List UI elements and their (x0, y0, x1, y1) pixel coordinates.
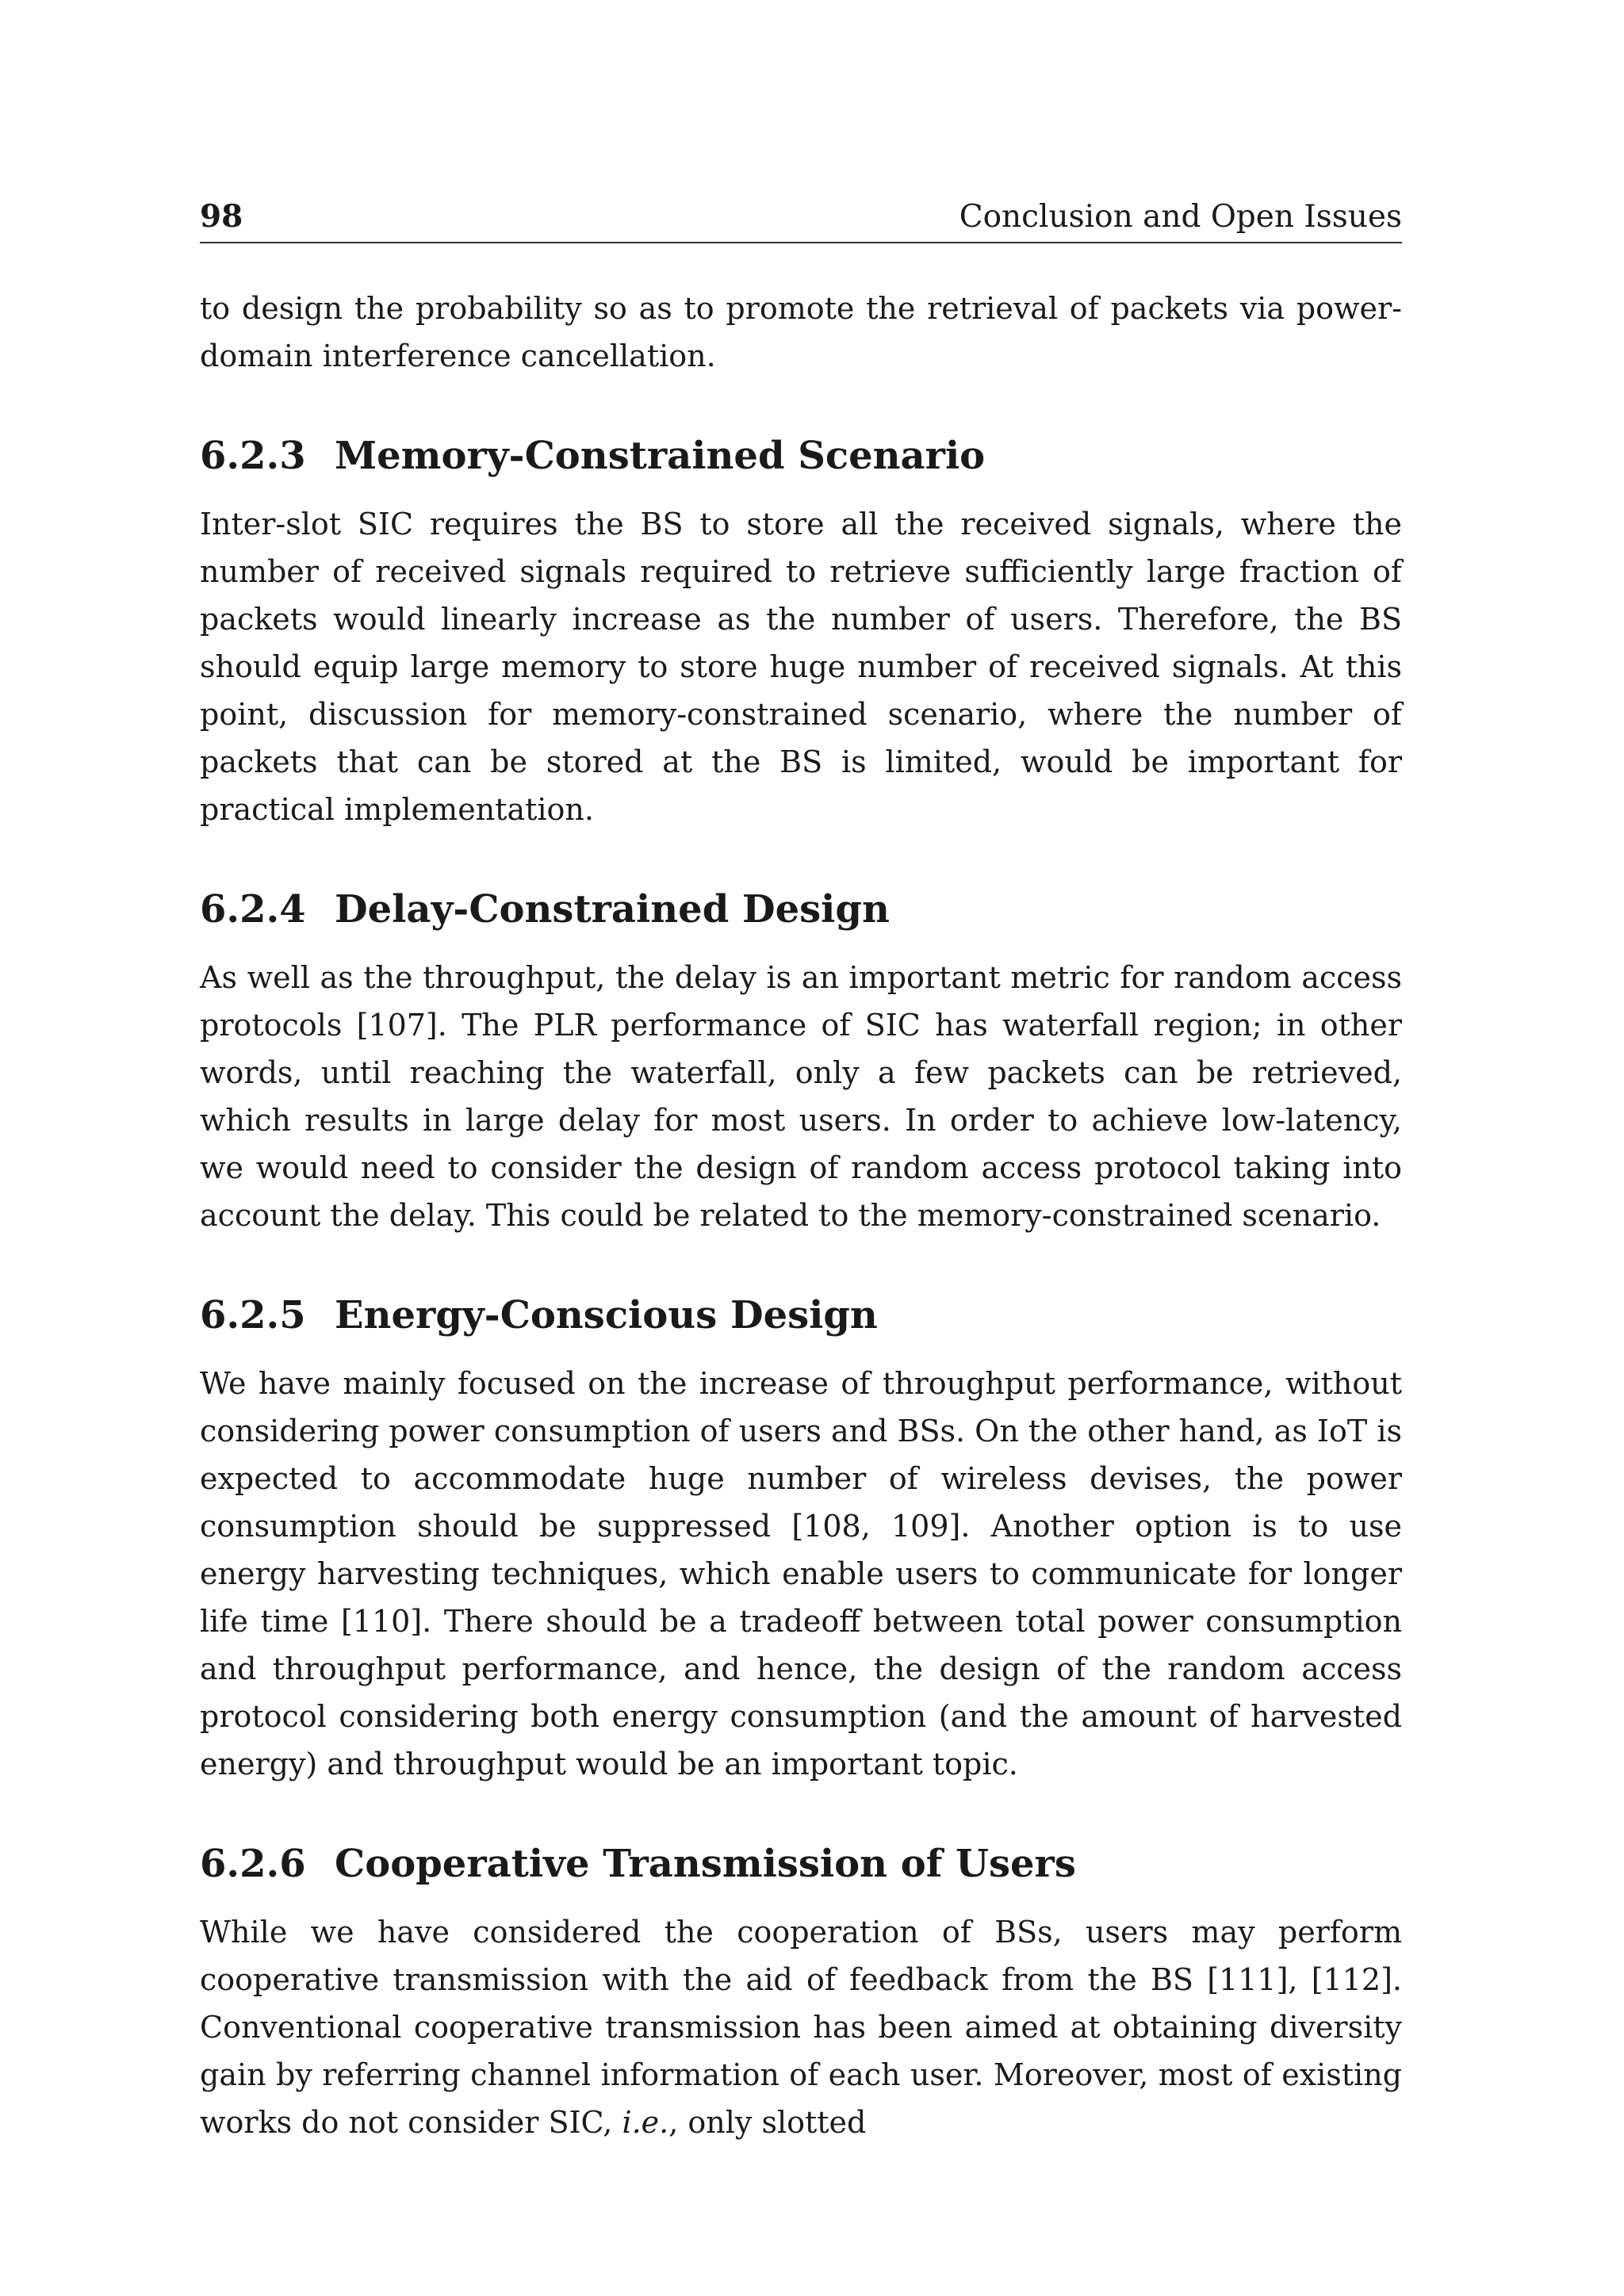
section-body-6-2-3: Inter-slot SIC requires the BS to store all the received signals, where the number of received signals required to retrieve sufficiently large fraction of packets would linearly increase as the number of users. Therefore, the BS should equip large memory to store huge number of received signals. At this point, discussion for memory-constrained scenario, where the number of packets that can be stored at the BS is limited, would be important for practical implementation. (200, 507, 1402, 827)
section-heading-6-2-4 (200, 886, 1402, 933)
section-body-6-2-4: As well as the throughput, the delay is an important metric for random access protocols [107]. The PLR performance of SIC has waterfall region; in other words, until reaching the waterfall, only a few packets can be retrieved, which results in large delay for most users. In order to achieve low-latency, we would need to consider the design of random access protocol taking into account the delay. This could be related to the memory-constrained scenario. (200, 960, 1402, 1233)
page-number: 98 (200, 198, 243, 235)
section-body-6-2-6 (200, 1908, 1402, 2146)
body-text-tail: , only slotted (668, 2105, 867, 2140)
section-heading-6-2-3 (200, 432, 1402, 480)
section-number: 6.2.6 (200, 1842, 306, 1886)
section-title: Memory-Constrained Scenario (335, 434, 986, 478)
section-heading-6-2-5 (200, 1292, 1402, 1339)
section-number: 6.2.5 (200, 1293, 306, 1337)
italic-abbreviation: i.e. (622, 2105, 669, 2140)
section-title: Cooperative Transmission of Users (335, 1842, 1076, 1886)
lead-paragraph: to design the probability so as to promote the retrieval of packets via power-domain interference cancellation. (200, 291, 1402, 373)
body-text: While we have considered the cooperation of BSs, users may perform cooperative transmission with the aid of feedback from the BS [111], [112]. Conventional cooperative transmission has been aimed at obtaining diversity gain by referring channel information of each user. Moreover, most of existing works do not consider SIC, (200, 1915, 1402, 2140)
document-page (200, 198, 1402, 2146)
chapter-title: Conclusion and Open Issues (959, 199, 1402, 235)
running-header (200, 198, 1402, 243)
section-number: 6.2.3 (200, 434, 306, 478)
section-title: Energy-Conscious Design (335, 1293, 878, 1337)
section-heading-6-2-6 (200, 1840, 1402, 1888)
section-number: 6.2.4 (200, 887, 306, 932)
section-body-6-2-5: We have mainly focused on the increase of throughput performance, without considering power consumption of users and BSs. On the other hand, as IoT is expected to accommodate huge number of wireless devises, the power consumption should be suppressed [108, 109]. Another option is to use energy harvesting techniques, which enable users to communicate for longer life time [110]. There should be a tradeoff between total power consumption and throughput performance, and hence, the design of the random access protocol considering both energy consumption (and the amount of harvested energy) and throughput would be an important topic. (200, 1366, 1402, 1781)
section-title: Delay-Constrained Design (335, 887, 890, 932)
